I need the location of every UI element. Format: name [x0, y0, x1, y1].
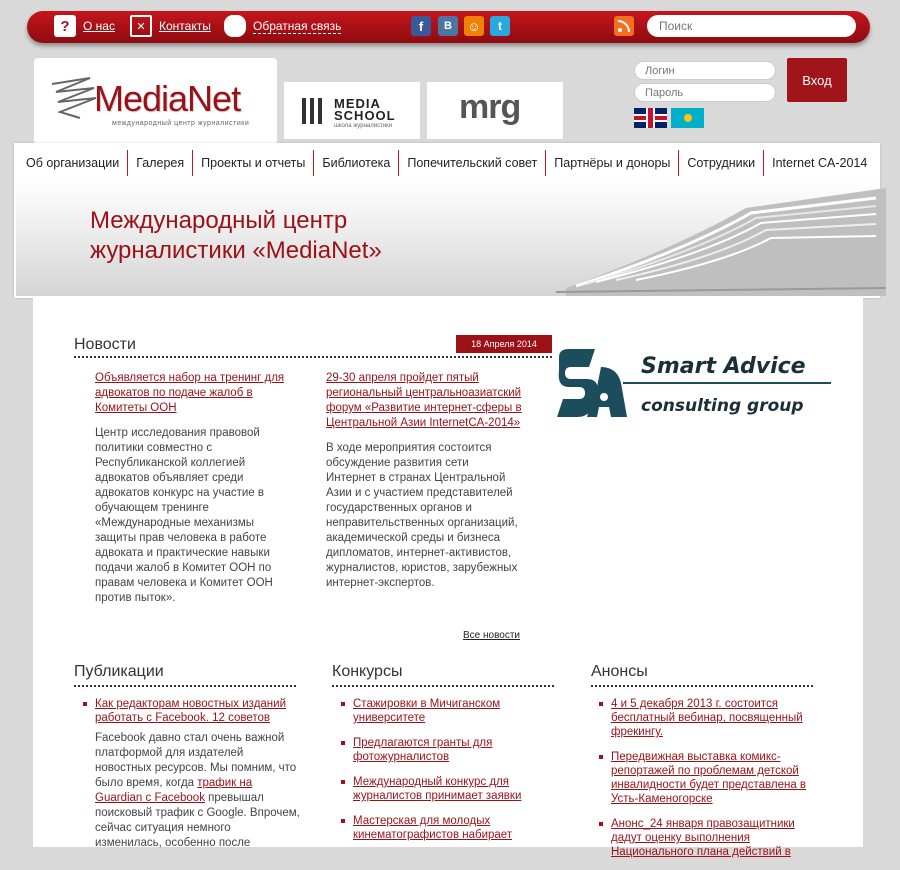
nav-item[interactable]: Об организации: [18, 150, 128, 176]
smart-advice-logo[interactable]: [557, 347, 837, 421]
publications-title: Публикации: [74, 663, 164, 680]
search-input[interactable]: [647, 15, 856, 37]
announcement-link[interactable]: Анонс_24 января правозащитники дадут оценку выполнения Национального плана действий в: [611, 818, 795, 858]
nav-item[interactable]: Библиотека: [314, 150, 399, 176]
announcement-link[interactable]: Передвижная выставка комикс-репортажей по проблемам детской инвалидности будет представлена в Усть-Каменогорске: [611, 751, 807, 805]
login-field[interactable]: [634, 61, 776, 80]
news-item: [95, 371, 295, 606]
smart-advice-name: Smart Advice: [641, 354, 806, 379]
main-navigation: [14, 143, 880, 298]
announcements-title: Анонсы: [591, 663, 648, 680]
contacts-link[interactable]: ✕ Контакты: [130, 15, 211, 37]
news-title: Новости: [74, 336, 136, 353]
medianet-logo-mark: [50, 76, 98, 120]
media-school-bars: [302, 98, 322, 124]
contests-list: [335, 697, 535, 853]
medianet-logo-subtitle: международный центр журналистики: [112, 120, 250, 127]
about-link[interactable]: ? О нас: [54, 15, 115, 37]
news-headline-link[interactable]: 29-30 апреля пройдет пятый региональный центральноазиатский форум «Развитие интернет-сферы в Центральной Азии InternetCA-2014»: [326, 372, 522, 429]
list-item: [335, 736, 535, 764]
facebook-icon[interactable]: f: [411, 16, 431, 36]
list-item: [593, 750, 813, 806]
publication-text: Facebook давно стал очень важной платформой для издателей новостных ресурсов. Мы помним, что было время, когда трафик на Guardian с Facebook превышал поисковый трафик с Google. Впрочем, сейчас ситуация немного изменилась, особенно после: [95, 732, 300, 849]
announcements-list: [593, 697, 813, 870]
contest-link[interactable]: Стажировки в Мичиганском университете: [353, 698, 501, 724]
open-book-image: [556, 188, 886, 296]
news-date-badge: 18 Апреля 2014: [456, 335, 552, 353]
mrg-logo[interactable]: mrg: [427, 82, 563, 139]
odnoklassniki-icon[interactable]: ☺: [464, 16, 484, 36]
news-divider: [74, 356, 552, 358]
news-headline-link[interactable]: Объявляется набор на тренинг для адвокатов по подаче жалоб в Комитеты ООН: [95, 372, 285, 414]
feedback-link[interactable]: Обратная связь: [224, 15, 341, 37]
english-flag-icon[interactable]: [634, 108, 667, 128]
list-item: [593, 817, 813, 859]
help-icon: ?: [54, 15, 76, 37]
contests-divider: [332, 685, 554, 687]
publications-divider: [74, 685, 296, 687]
news-text: Центр исследования правовой политики совместно с Республиканской коллегией адвокатов объявляет среди адвокатов конкурс на участие в обучающем тренинге «Международные механизмы защиты прав человека в работе адвоката и практические навыки подачи жалоб в Комитет ООН по правам человека и Комитет ООН против пыток».: [95, 427, 273, 604]
banner-title: Международный центр журналистики «MediaNet»: [90, 207, 382, 264]
news-text: В ходе мероприятия состоится обсуждение развития сети Интернет в странах Центральной Азии и с участием представителей государственных органов и неправительственных организаций, академической среды и бизнеса дипломатов, интернет-активистов, журналистов, юристов, зарубежных интернет-экспертов.: [326, 442, 518, 589]
list-item: [335, 814, 535, 842]
list-item: [593, 697, 813, 739]
list-item: [335, 775, 535, 803]
medianet-logo[interactable]: [34, 58, 277, 144]
password-field[interactable]: [634, 83, 776, 102]
banner: [16, 180, 878, 296]
twitter-icon[interactable]: t: [490, 16, 510, 36]
announcement-link[interactable]: 4 и 5 декабря 2013 г. состоится бесплатный вебинар, посвященный фрекингу.: [611, 698, 803, 738]
all-news-link[interactable]: Все новости: [463, 630, 521, 641]
nav-item[interactable]: Попечительский совет: [399, 150, 546, 176]
contests-title: Конкурсы: [332, 663, 403, 680]
nav-item[interactable]: Сотрудники: [679, 150, 764, 176]
smart-advice-tagline: consulting group: [641, 396, 804, 416]
nav-item[interactable]: Галерея: [128, 150, 193, 176]
contest-link[interactable]: Предлагаются гранты для фотожурналистов: [353, 737, 493, 763]
rss-icon[interactable]: [614, 16, 634, 36]
nav-item[interactable]: Internet CA-2014: [772, 156, 868, 170]
media-school-logo[interactable]: MEDIA SCHOOL школа журналистики: [284, 82, 420, 139]
publication-link[interactable]: Как редакторам новостных изданий работать с Facebook. 12 советов: [95, 698, 287, 724]
contest-link[interactable]: Международный конкурс для журналистов принимает заявки: [353, 776, 522, 802]
list-item: [77, 697, 297, 725]
vkontakte-icon[interactable]: B: [438, 16, 458, 36]
nav-item[interactable]: Партнёры и доноры: [546, 150, 679, 176]
mail-icon: ✕: [130, 15, 152, 37]
contest-link[interactable]: Мастерская для молодых кинематографистов набирает: [353, 815, 513, 841]
nav-item[interactable]: Проекты и отчеты: [193, 150, 314, 176]
news-item: [326, 371, 522, 591]
nav-menu: [14, 143, 875, 183]
list-item: [335, 697, 535, 725]
chat-icon: [224, 15, 246, 37]
medianet-logo-text: MediaNet: [94, 78, 241, 119]
announcements-divider: [591, 685, 813, 687]
guardian-traffic-link[interactable]: трафик на Guardian с Facebook: [95, 777, 253, 804]
login-button[interactable]: Вход: [787, 58, 847, 102]
kazakh-flag-icon[interactable]: [671, 108, 704, 128]
top-bar: [27, 11, 870, 43]
